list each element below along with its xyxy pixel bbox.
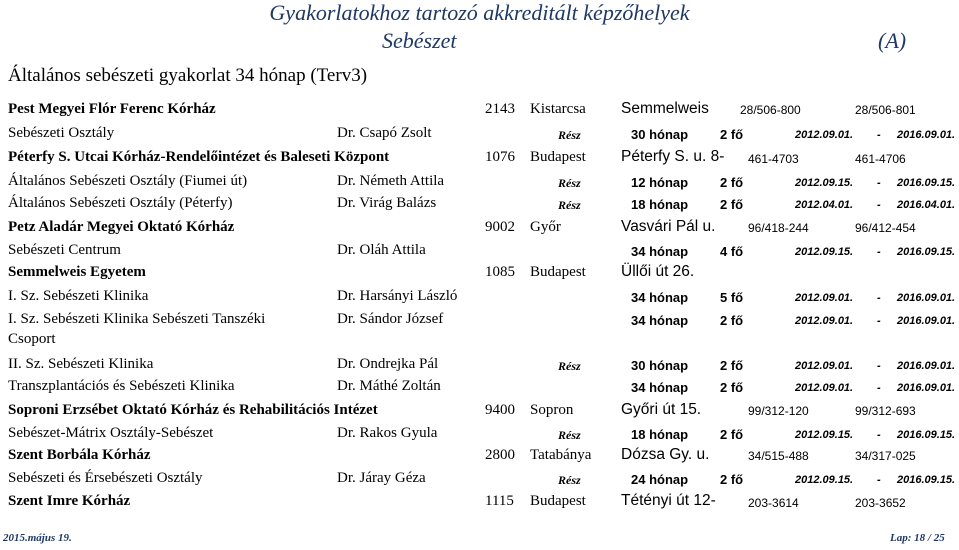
duration: 12 hónap <box>631 175 689 190</box>
institution-name: Pest Megyei Flór Ferenc Kórház <box>8 101 216 117</box>
duration: 18 hónap <box>631 427 689 442</box>
department-head: Dr. Harsányi László <box>337 288 458 304</box>
partial-flag: Rész <box>558 473 581 487</box>
phone: 99/312-120 <box>748 404 809 418</box>
city: Budapest <box>530 264 586 280</box>
valid-to: 2016.09.15. <box>897 474 956 486</box>
date-dash: - <box>877 199 881 211</box>
valid-to: 2016.09.01. <box>897 129 956 141</box>
department-head: Dr. Csapó Zsolt <box>337 125 432 141</box>
fax: 28/506-801 <box>855 103 916 117</box>
duration: 34 hónap <box>631 313 689 328</box>
city: Tatabánya <box>530 447 592 463</box>
institution-name: Soproni Erzsébet Oktató Kórház és Rehabilitációs Intézet <box>8 402 378 418</box>
duration: 34 hónap <box>631 290 689 305</box>
phone: 461-4703 <box>748 152 799 166</box>
trainee-count: 2 fő <box>720 127 744 142</box>
valid-from: 2012.09.15. <box>795 177 854 189</box>
date-dash: - <box>877 246 881 258</box>
zip: 1115 <box>485 493 514 509</box>
phone: 28/506-800 <box>740 103 801 117</box>
partial-flag: Rész <box>558 198 581 212</box>
duration: 30 hónap <box>631 127 689 142</box>
department-head: Dr. Virág Balázs <box>337 195 437 211</box>
duration: 34 hónap <box>631 380 689 395</box>
date-dash: - <box>877 292 881 304</box>
page-title: Gyakorlatokhoz tartozó akkreditált képzőhelyek <box>269 0 690 25</box>
city: Budapest <box>530 493 586 509</box>
date-dash: - <box>877 177 881 189</box>
street: Dózsa Gy. u. <box>621 446 710 463</box>
fax: 34/317-025 <box>855 449 916 463</box>
specialty-title: Sebészet <box>382 28 457 53</box>
institution-name: Semmelweis Egyetem <box>8 264 146 280</box>
valid-to: 2016.09.01. <box>897 315 956 327</box>
trainee-count: 2 fő <box>720 427 744 442</box>
valid-from: 2012.09.01. <box>795 382 854 394</box>
trainee-count: 2 fő <box>720 380 744 395</box>
phone: 96/418-244 <box>748 221 809 235</box>
trainee-count: 2 fő <box>720 358 744 373</box>
department-name: II. Sz. Sebészeti Klinika <box>8 356 154 372</box>
zip: 2143 <box>485 101 515 117</box>
department-name: Sebészeti és Érsebészeti Osztály <box>8 470 203 486</box>
partial-flag: Rész <box>558 359 581 373</box>
date-dash: - <box>877 129 881 141</box>
department-name: Transzplantációs és Sebészeti Klinika <box>8 378 235 394</box>
date-dash: - <box>877 382 881 394</box>
department-head: Dr. Németh Attila <box>337 173 445 189</box>
duration: 24 hónap <box>631 472 689 487</box>
trainee-count: 5 fő <box>720 290 744 305</box>
institution-name: Petz Aladár Megyei Oktató Kórház <box>8 219 235 235</box>
department-name-continued: Csoport <box>8 331 56 347</box>
department-head: Dr. Rakos Gyula <box>337 425 438 441</box>
fax: 99/312-693 <box>855 404 916 418</box>
date-dash: - <box>877 360 881 372</box>
fax: 203-3652 <box>855 496 906 510</box>
street: Győri út 15. <box>621 401 702 418</box>
institution-name: Szent Imre Kórház <box>8 493 131 509</box>
street: Vasvári Pál u. <box>621 218 716 235</box>
duration: 34 hónap <box>631 244 689 259</box>
zip: 9400 <box>485 402 515 418</box>
section-heading: Általános sebészeti gyakorlat 34 hónap (Terv3) <box>8 65 368 86</box>
date-dash: - <box>877 474 881 486</box>
duration: 30 hónap <box>631 358 689 373</box>
city: Kistarcsa <box>530 101 586 117</box>
trainee-count: 2 fő <box>720 313 744 328</box>
partial-flag: Rész <box>558 428 581 442</box>
trainee-count: 2 fő <box>720 472 744 487</box>
date-dash: - <box>877 429 881 441</box>
valid-from: 2012.09.15. <box>795 474 854 486</box>
zip: 1076 <box>485 149 515 165</box>
trainee-count: 2 fő <box>720 175 744 190</box>
duration: 18 hónap <box>631 197 689 212</box>
street: Semmelweis <box>621 100 709 117</box>
department-head: Dr. Sándor József <box>337 311 444 327</box>
street: Péterfy S. u. 8- <box>621 148 725 165</box>
phone: 203-3614 <box>748 496 799 510</box>
valid-from: 2012.09.15. <box>795 246 854 258</box>
department-head: Dr. Járay Géza <box>337 470 426 486</box>
department-name: I. Sz. Sebészeti Klinika <box>8 288 149 304</box>
department-name: Sebészeti Centrum <box>8 242 121 258</box>
zip: 2800 <box>485 447 515 463</box>
city: Győr <box>530 219 561 235</box>
specialty-code: (A) <box>878 28 907 53</box>
city: Budapest <box>530 149 586 165</box>
department-name: Általános Sebészeti Osztály (Fiumei út) <box>8 173 248 189</box>
date-dash: - <box>877 315 881 327</box>
valid-to: 2016.09.15. <box>897 177 956 189</box>
department-name: Sebészet-Mátrix Osztály-Sebészet <box>8 425 214 441</box>
valid-from: 2012.09.01. <box>795 129 854 141</box>
department-name: I. Sz. Sebészeti Klinika Sebészeti Tanszéki <box>8 311 266 327</box>
valid-from: 2012.09.15. <box>795 429 854 441</box>
valid-from: 2012.09.01. <box>795 360 854 372</box>
fax: 96/412-454 <box>855 221 916 235</box>
valid-to: 2016.09.01. <box>897 360 956 372</box>
valid-to: 2016.09.15. <box>897 429 956 441</box>
valid-to: 2016.09.01. <box>897 292 956 304</box>
valid-to: 2016.04.01. <box>897 199 956 211</box>
zip: 1085 <box>485 264 515 280</box>
street: Üllői út 26. <box>621 263 695 280</box>
department-head: Dr. Ondrejka Pál <box>337 356 439 372</box>
fax: 461-4706 <box>855 152 906 166</box>
trainee-count: 2 fő <box>720 197 744 212</box>
trainee-count: 4 fő <box>720 244 744 259</box>
valid-from: 2012.04.01. <box>795 199 854 211</box>
phone: 34/515-488 <box>748 449 809 463</box>
department-head: Dr. Oláh Attila <box>337 242 426 258</box>
institution-name: Szent Borbála Kórház <box>8 447 151 463</box>
valid-from: 2012.09.01. <box>795 292 854 304</box>
partial-flag: Rész <box>558 128 581 142</box>
valid-to: 2016.09.15. <box>897 246 956 258</box>
zip: 9002 <box>485 219 515 235</box>
valid-from: 2012.09.01. <box>795 315 854 327</box>
department-name: Sebészeti Osztály <box>8 125 115 141</box>
street: Tétényi út 12- <box>621 492 716 509</box>
partial-flag: Rész <box>558 176 581 190</box>
department-head: Dr. Máthé Zoltán <box>337 378 441 394</box>
institution-name: Péterfy S. Utcai Kórház-Rendelőintézet és Baleseti Központ <box>8 149 390 165</box>
city: Sopron <box>530 402 574 418</box>
footer-date: 2015.május 19. <box>3 532 72 544</box>
department-name: Általános Sebészeti Osztály (Péterfy) <box>8 195 233 211</box>
valid-to: 2016.09.01. <box>897 382 956 394</box>
page-number: Lap: 18 / 25 <box>890 532 945 544</box>
